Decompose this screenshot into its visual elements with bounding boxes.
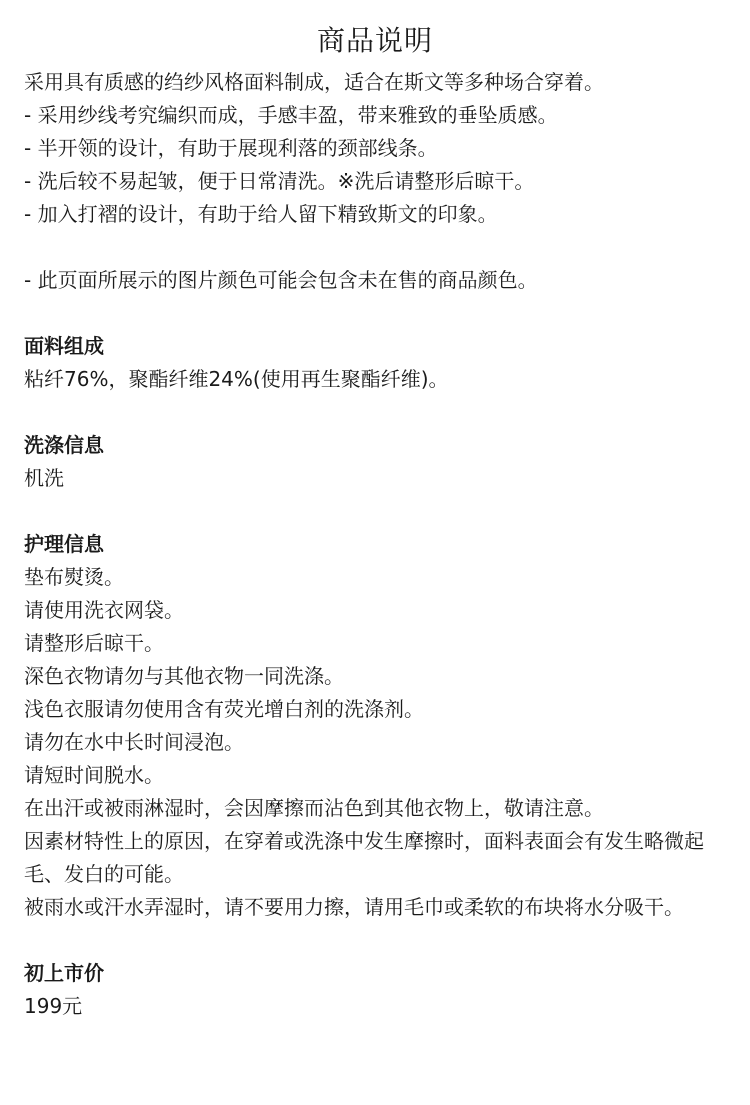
spacer: [24, 495, 726, 528]
care-line: 在出汗或被雨淋湿时，会因摩擦而沾色到其他衣物上，敬请注意。: [24, 796, 604, 820]
intro-line: - 采用纱线考究编织而成，手感丰盈，带来雅致的垂坠质感。: [24, 103, 558, 127]
washing-text: 机洗: [24, 466, 64, 490]
intro-line: - 加入打褶的设计，有助于给人留下精致斯文的印象。: [24, 202, 498, 226]
material-heading: 面料组成: [24, 334, 104, 358]
care-line: 垫布熨烫。: [24, 565, 124, 589]
intro-line: 采用具有质感的绉纱风格面料制成，适合在斯文等多种场合穿着。: [24, 70, 604, 94]
spacer: [24, 396, 726, 429]
care-line: 请短时间脱水。: [24, 763, 164, 787]
care-section: [24, 528, 726, 924]
care-line: 因素材特性上的原因，在穿着或洗涤中发生摩擦时，面料表面会有发生略微起毛、发白的可能。: [24, 829, 704, 886]
spacer: [24, 924, 726, 957]
washing-section: [24, 429, 726, 495]
care-line: 被雨水或汗水弄湿时，请不要用力擦，请用毛巾或柔软的布块将水分吸干。: [24, 895, 684, 919]
material-text: 粘纤76%，聚酯纤维24%(使用再生聚酯纤维)。: [24, 367, 449, 391]
care-line: 请使用洗衣网袋。: [24, 598, 184, 622]
price-heading: 初上市价: [24, 961, 104, 985]
price-text: 199元: [24, 994, 83, 1018]
intro-line: - 洗后较不易起皱，便于日常清洗。※洗后请整形后晾干。: [24, 169, 535, 193]
spacer: [24, 297, 726, 330]
care-line: 请整形后晾干。: [24, 631, 164, 655]
intro-section: [24, 66, 726, 231]
price-section: [24, 957, 726, 1023]
disclaimer-text: - 此页面所展示的图片颜色可能会包含未在售的商品颜色。: [24, 268, 538, 292]
washing-heading: 洗涤信息: [24, 433, 104, 457]
care-line: 深色衣物请勿与其他衣物一同洗涤。: [24, 664, 344, 688]
care-line: 浅色衣服请勿使用含有荧光增白剂的洗涤剂。: [24, 697, 424, 721]
intro-line: - 半开领的设计，有助于展现利落的颈部线条。: [24, 136, 438, 160]
care-line: 请勿在水中长时间浸泡。: [24, 730, 244, 754]
material-section: [24, 330, 726, 396]
care-heading: 护理信息: [24, 532, 104, 556]
page-title: 商品说明: [316, 24, 433, 57]
spacer: [24, 231, 726, 264]
